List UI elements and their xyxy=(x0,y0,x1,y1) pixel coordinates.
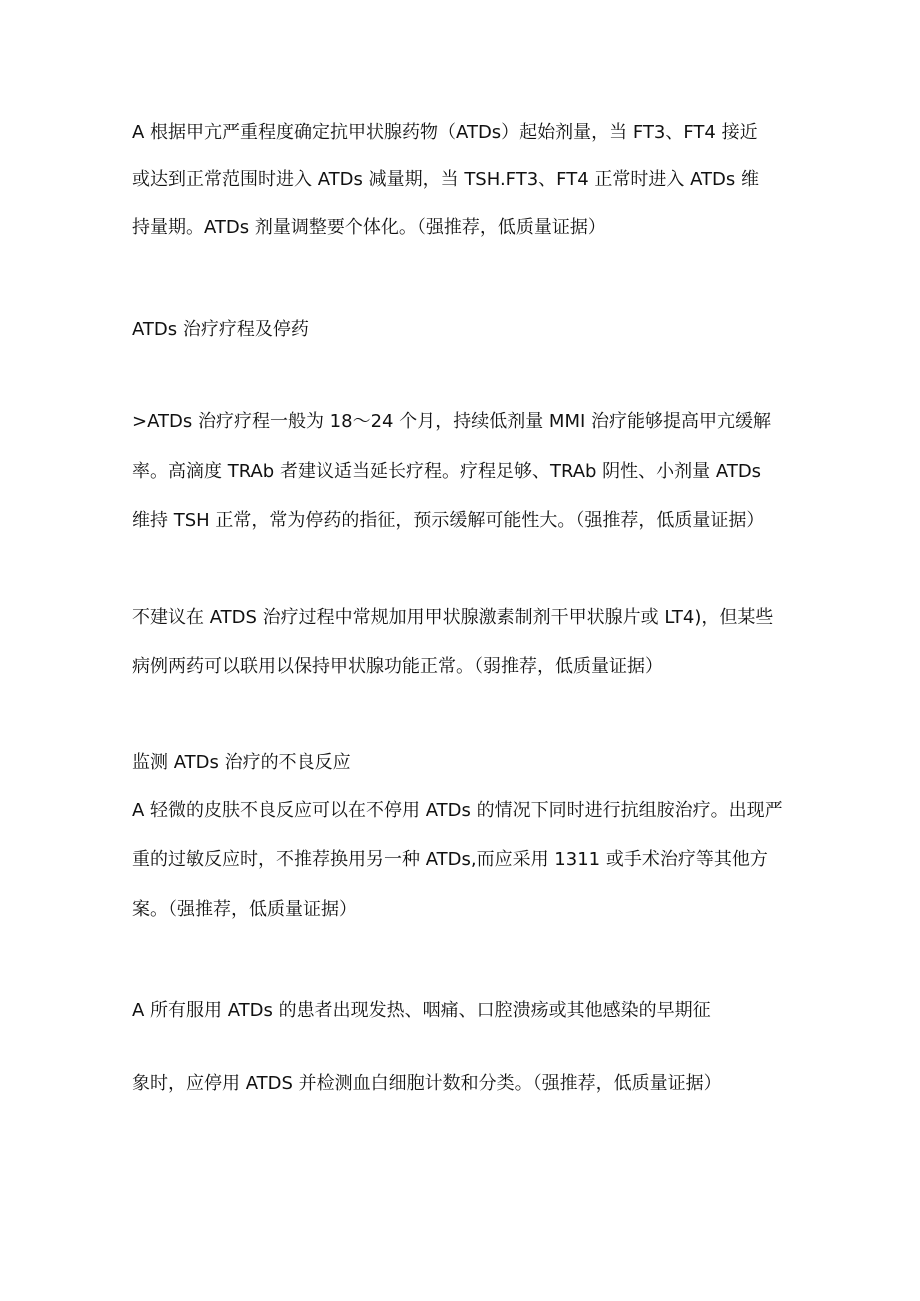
paragraph-2-line-2: 率。高滴度 TRAb 者建议适当延长疗程。疗程足够、TRAb 阴性、小剂量 ATDs xyxy=(132,461,762,482)
paragraph-2-line-3: 维持 TSH 正常，常为停药的指征，预示缓解可能性大。（强推荐，低质量证据） xyxy=(132,510,765,531)
paragraph-6-line-1: 象时，应停用 ATDS 并检测血白细胞计数和分类。（强推荐，低质量证据） xyxy=(132,1073,722,1094)
paragraph-5-line-1: A 所有服用 ATDs 的患者出现发热、咽痛、口腔溃疡或其他感染的早期征 xyxy=(132,1000,711,1021)
paragraph-4-line-1: A 轻微的皮肤不良反应可以在不停用 ATDs 的情况下同时进行抗组胺治疗。出现严 xyxy=(132,800,783,821)
paragraph-1-line-1: A 根据甲亢严重程度确定抗甲状腺药物（ATDs）起始剂量，当 FT3、FT4 接近 xyxy=(132,122,758,143)
paragraph-3-line-2: 病例两药可以联用以保持甲状腺功能正常。（弱推荐，低质量证据） xyxy=(132,656,663,677)
section-heading-adverse-reactions: 监测 ATDs 治疗的不良反应 xyxy=(132,752,351,773)
paragraph-4-line-2: 重的过敏反应时，不推荐换用另一种 ATDs,而应采用 1311 或手术治疗等其他方 xyxy=(132,849,768,870)
paragraph-2-line-1: >ATDs 治疗疗程一般为 18～24 个月，持续低剂量 MMI 治疗能够提高甲亢缓解 xyxy=(132,411,772,432)
paragraph-4-line-3: 案。（强推荐，低质量证据） xyxy=(132,899,357,920)
section-heading-treatment-course: ATDs 治疗疗程及停药 xyxy=(132,319,309,340)
paragraph-1-line-3: 持量期。ATDs 剂量调整要个体化。（强推荐，低质量证据） xyxy=(132,217,606,238)
paragraph-1-line-2: 或达到正常范围时进入 ATDs 减量期，当 TSH.FT3、FT4 正常时进入 ATDs 维 xyxy=(132,169,759,190)
paragraph-3-line-1: 不建议在 ATDS 治疗过程中常规加用甲状腺激素制剂干甲状腺片或 LT4)，但某些 xyxy=(132,607,774,628)
